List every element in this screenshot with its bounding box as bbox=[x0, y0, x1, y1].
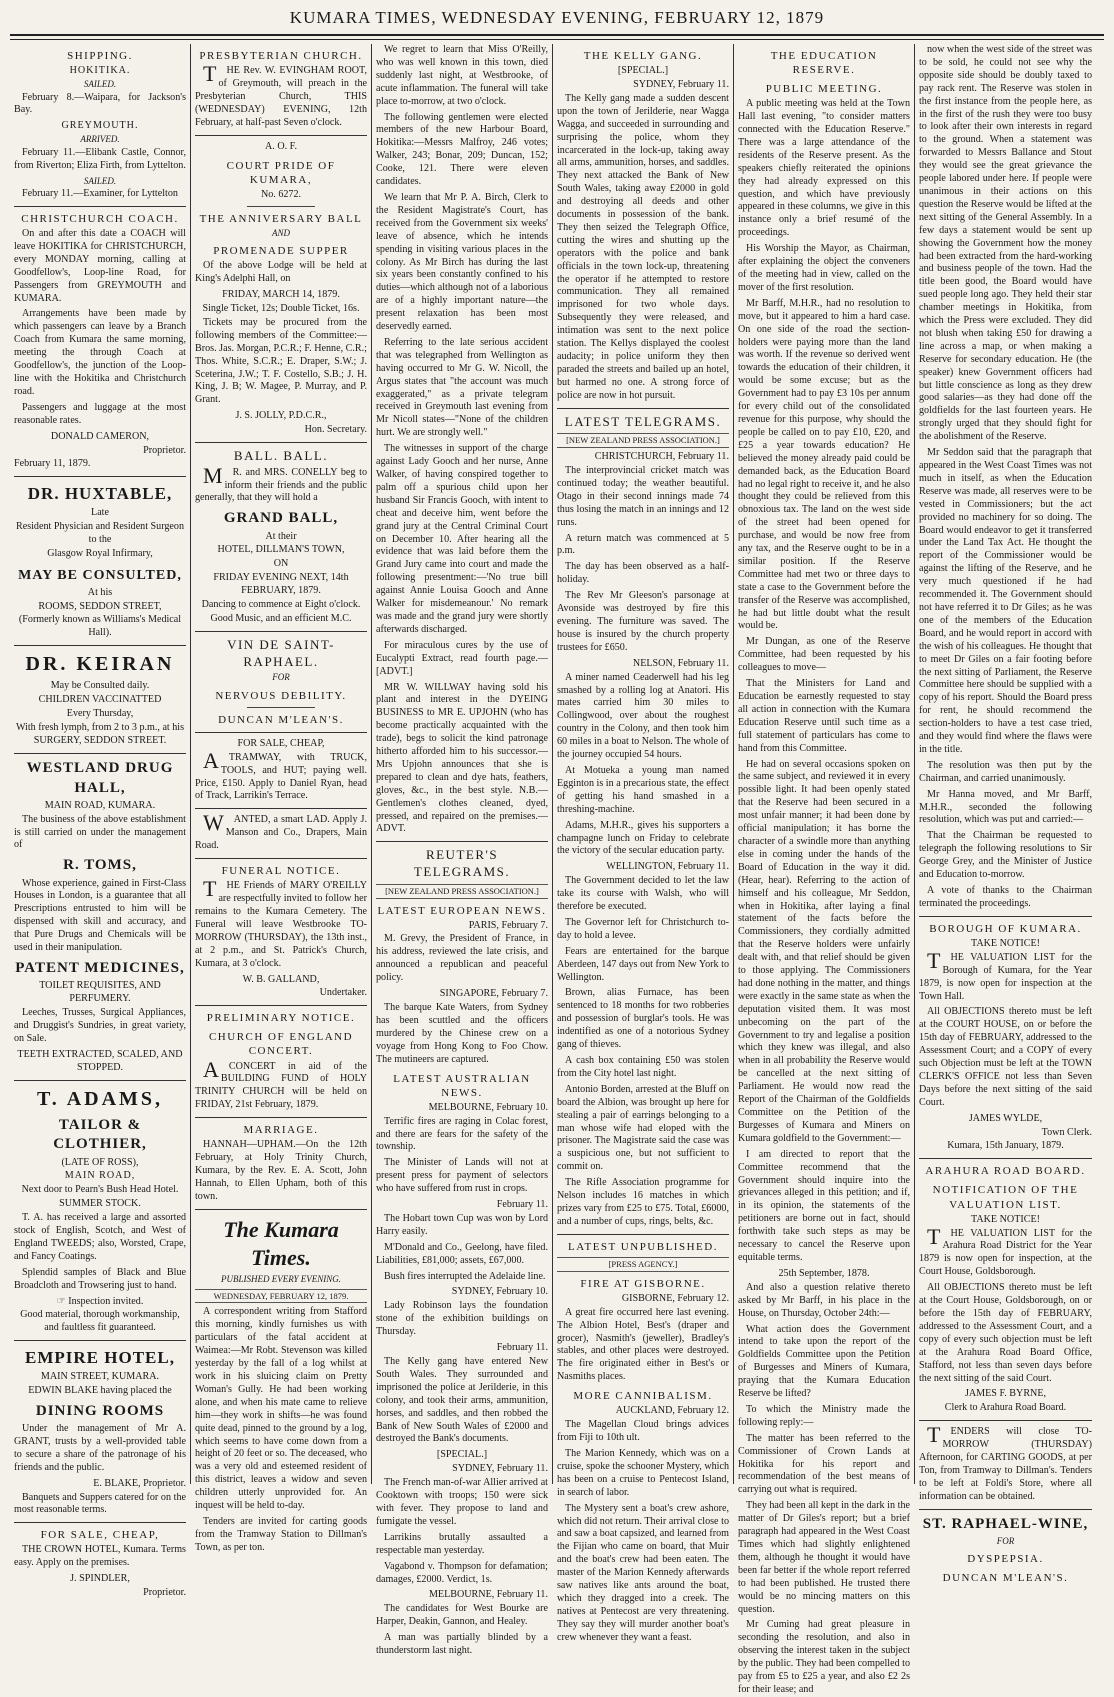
article-text: The Magellan Cloud brings advices from Fiji to 10th ult. bbox=[557, 1419, 729, 1444]
ad-line: Resident Physician and Resident Surgeon to the bbox=[15, 521, 185, 545]
agency-line: [NEW ZEALAND PRESS ASSOCIATION.] bbox=[557, 433, 729, 448]
ad-line: J. SPINDLER, bbox=[70, 1573, 130, 1585]
article-text: The candidates for West Bourke are Harper, Deakin, Gannon, and Healey. bbox=[376, 1603, 548, 1628]
ad-text: THE Rev. W. EVINGHAM ROOT, of Greymouth, will preach in the Presbyterian Church, THIS (WEDNESDAY) EVENING, 12th February, at half-past Seven o'clock. bbox=[195, 61, 367, 128]
shipping-entry: February 11.—Examiner, for Lyttelton bbox=[22, 188, 178, 200]
article-text: The Mystery sent a boat's crew ashore, which did not return. Their arrival close to and saw a boat capsized, and learned from the Fijian who came on board, that Muir and the boat's crew had been eaten. The master of the Marion Kennedy afterwards saw natives like ants around the boat, which they dragged into a creek. The natives at Pentecost are very threatening. They say they will murder another boat's crew whenever they want a feast. bbox=[557, 1502, 729, 1643]
take-notice: TAKE NOTICE! bbox=[971, 937, 1040, 949]
agency-line: [NEW ZEALAND PRESS ASSOCIATION.] bbox=[376, 884, 548, 899]
mclean-heading: DUNCAN M'LEAN'S. bbox=[218, 713, 344, 726]
raphael-wine-heading: ST. RAPHAEL-WINE, bbox=[922, 1515, 1089, 1532]
ad-line: (LATE OF ROSS), bbox=[61, 1156, 139, 1168]
article-text: The Kelly gang made a sudden descent upon the town of Jerilderie, near Wagga Wagga, and succeeded in surrounding and surprising the police, whom they incarcerated in the lock-up, taking away all arms, ammunition, horses, and saddles. They next attacked the Bank of New South Wales, taking away £2000 in gold and destroying all deeds and other documents in possession of the bank. They then seized the Telegraph Office, cutting the wires and shutting up the operators with the police and bank officials in the town lock-up, threatening the operator if he attempted to restore communication. They all remained imprisoned for two whole days. Subsequently they were released, and intimation was sent to the next police station. The Kellys displayed the coolest audacity; in police uniform they then paraded the streets and bailed up an hotel, but harmed no one. A strong force of police are now in hot pursuit. bbox=[557, 92, 729, 401]
article-text: What action does the Government intend to take upon the report of the Goldfields Committee upon the Petition of Burgesses and Miners of Kumara, praying that the Kumara Education Reserve be lifted? bbox=[738, 1323, 910, 1400]
shipping-entry: February 8.—Waipara, for Jackson's Bay. bbox=[14, 91, 186, 116]
ad-line: CHILDREN VACCINATTED bbox=[38, 693, 162, 705]
aof-heading: A. O. F. bbox=[264, 140, 297, 152]
divider bbox=[195, 1209, 367, 1210]
ad-line: Kumara, 15th January, 1879. bbox=[947, 1140, 1064, 1152]
tailor-heading: TAILOR & CLOTHIER, bbox=[53, 1117, 147, 1153]
empire-heading: EMPIRE HOTEL, bbox=[25, 1348, 175, 1368]
ad-text: Whose experience, gained in First-Class Houses in London, is a guarantee that all Prescriptions entrusted to him will be dispensed with skill and accuracy, and that Pure Drugs and Chemicals will be used in their manipulation. bbox=[14, 877, 186, 954]
aus-heading: LATEST AUSTRALIAN NEWS. bbox=[393, 1072, 531, 1099]
article-text: now when the west side of the street was to be sold, he could not see why the opposite side should be doubly taxed to pay rack rent. The Reserve was stolen in the first instance from the people here, as in the first of the rush they were too busy to look after their own interests in regard to the ground. When a statement was forwarded to Messrs Ballance and Stout they would see the great grievance the people labored under here. If people were unanimous in their actions on this question the Reserve would be lifted at the next sitting of the General Assembly. In a few days a statement would be sent up showing the Government how the money had been extracted from the hard-working and business people of the town. Had the title been good, the Board would have sued people long ago. They held their star chamber meetings in Hokitika, from which the Press were excluded. They did not blush when taking £50 for drawing a line across a map, or when making a Reserve for secondary education. He (the speaker) knew Government officers had but little conscience as long as they drew good salaries—as they had done off the goldfields for the last fourteen years. He strongly urged that they should fight for the abolishment of the Reserve. bbox=[919, 44, 1092, 443]
article-text: The Kelly gang have entered New South Wales. They surrounded and imprisoned the police at Jerilderie, in this colony, and took their arms, ammunition, horses, and saddles, and then robbed the Bank of New South Wales of £2000 and destroyed the Bank's documents. bbox=[376, 1356, 548, 1445]
ad-text: HANNAH—UPHAM.—On the 12th February, at Holy Trinity Church, Kumara, by the Rev. E. A. Scott, John Hannah, to Ellen Upham, both of this town. bbox=[195, 1139, 367, 1202]
ad-line: Inspection invited. bbox=[68, 1295, 144, 1307]
ad-line: AND bbox=[272, 227, 290, 238]
masthead-rule bbox=[10, 34, 1104, 40]
funeral-heading: FUNERAL NOTICE. bbox=[221, 865, 341, 878]
divider bbox=[919, 1420, 1092, 1421]
article-text: The Government decided to let the law take its course with Walsh, who will therefore be executed. bbox=[557, 875, 729, 913]
ad-line: DUNCAN M'LEAN'S. bbox=[942, 1572, 1069, 1585]
article-text: Vagabond v. Thompson for defamation; damages, £2000. Verdict, 1s. bbox=[376, 1560, 548, 1585]
ad-line: TOILET REQUISITES, AND PERFUMERY. bbox=[39, 980, 161, 1005]
ad-line: JAMES WYLDE, bbox=[968, 1112, 1043, 1124]
ad-text: THE CROWN HOTEL, Kumara. Terms easy. Apply on the premises. bbox=[14, 1544, 186, 1569]
divider bbox=[195, 1117, 367, 1118]
divider bbox=[14, 206, 186, 207]
special-label: [SPECIAL.] bbox=[436, 1449, 488, 1461]
fire-heading: FIRE AT GISBORNE. bbox=[580, 1277, 706, 1290]
article-text: The Hobart town Cup was won by Lord Harry easily. bbox=[376, 1212, 548, 1237]
article-text: They had been all kept in the dark in the matter of Dr Giles's report; but a brief paragraph had appeared in the West Coast Times which had slightly enlightened them, although he thought it would have been far better if the whole report referred to had been published. He trusted there would be no mincing matters on this question. bbox=[738, 1500, 910, 1615]
article-text: Fears are entertained for the barque Aberdeen, 147 days out from New York to Wellington. bbox=[557, 945, 729, 983]
ad-line: At their bbox=[265, 530, 297, 542]
ball-heading: THE ANNIVERSARY BALL bbox=[199, 212, 363, 225]
dateline: WEDNESDAY, FEBRUARY 12, 1879. bbox=[195, 1289, 367, 1304]
ad-line: NERVOUS DEBILITY. bbox=[215, 689, 347, 702]
ad-line: FRIDAY EVENING NEXT, 14th FEBRUARY, 1879. bbox=[213, 572, 349, 597]
article-text: Mr Barff, M.H.R., had no resolution to move, but it appeared to him a hard case. On one side of the road the section-holders were paying more than the land was worth. If the revenue so derived went towards the education of their children, it would be some excuse; but as the Government had to pay £3 10s per annum for every child out of the consolidated revenue for this purpose, why should the people be called on to pay £10, £20, and £25 a year towards education? He believed the money already paid could be demanded back, as the Education Board had no legal right to receive it, and he also thought they could be relieved from this obnoxious tax. The land on the west side of the street had been opened for purchase, and would be now free from any tax, and the Reserve ought to be in a similar position. If the Reserve Committee had met two or three days to state a case to the Government before the transfer of the Reserve was accomplished, he had but little doubt what the result would be. bbox=[738, 297, 910, 632]
ad-text: MR. and MRS. CONELLY beg to inform their friends and the public generally, that they will hold a bbox=[195, 462, 367, 504]
ad-text: THE Friends of MARY O'REILLY are respectfully invited to follow her remains to the Kumara Cemetery. The Funeral will leave Westbrooke TO-MORROW (THURSDAY), the 13th inst., at 2 p.m., and St. Patrick's Church, Kumara, at 3 o'clock. bbox=[195, 876, 367, 969]
divider bbox=[14, 1340, 186, 1341]
divider bbox=[247, 707, 316, 708]
supper-heading: PROMENADE SUPPER bbox=[213, 245, 349, 258]
article-text: MR W. WILLWAY having sold his plant and interest in the DYEING BUSINESS to MR E. UPJOHN (who has become practically acquainted with the trade), begs to solicit the kind patronage hitherto afforded him to his successor.—Mrs Upjohn announces that she is prepared to clean and dye hats, feathers, gloves, &c., in the best style. N.B.—Gentlemen's clothes cleaned, dyed, pressed, and repaired on the premises.—ADVT. bbox=[376, 681, 548, 835]
special-label: [SPECIAL.] bbox=[617, 65, 669, 77]
article-text: The Minister of Lands will not at present press for payment of selectors who have suffered from rust in crops. bbox=[376, 1157, 548, 1195]
divider bbox=[557, 1234, 729, 1235]
shipping-heading: SHIPPING. bbox=[67, 50, 133, 62]
dining-heading: DINING ROOMS bbox=[35, 1402, 165, 1419]
sailed-label: SAILED. bbox=[83, 78, 117, 89]
column-2 bbox=[191, 44, 372, 1553]
article-text: Mr Dungan, as one of the Reserve Committee, had been requested by his colleagues to move— bbox=[738, 636, 910, 674]
borough-heading: BOROUGH OF KUMARA. bbox=[929, 922, 1082, 935]
ad-text: Splendid samples of Black and Blue Broadcloth and Trowsering just to hand. bbox=[14, 1266, 186, 1291]
article-text: That the Ministers for Land and Education be earnestly requested to stay all action in connection with the Kumara Education Reserve until such time as a full statement of particulars has come to hand from this Committee. bbox=[738, 678, 910, 754]
notification-heading: NOTIFICATION OF THE VALUATION LIST. bbox=[932, 1184, 1079, 1211]
ad-line: ROOMS, SEDDON STREET, bbox=[38, 600, 162, 612]
ad-line: Hon. Secretary. bbox=[304, 424, 367, 436]
columns bbox=[10, 44, 1104, 1695]
ad-line: DYSPEPSIA. bbox=[967, 1553, 1044, 1566]
divider bbox=[195, 1005, 367, 1006]
ad-line: Good material, thorough workmanship, and faultless fit guaranteed. bbox=[20, 1309, 180, 1334]
kelly-heading: THE KELLY GANG. bbox=[583, 50, 703, 62]
ad-line bbox=[14, 1296, 186, 1309]
article-text: The barque Kate Waters, from Sydney has been scuttled and the officers murdered by the Chinese crew on a voyage from Hong Kong to Foo Chow. The mutineers are captured. bbox=[376, 1002, 548, 1065]
ad-text: Banquets and Suppers catered for on the most reasonable terms. bbox=[14, 1491, 186, 1516]
article-text: Adams, M.H.R., gives his supporters a champagne lunch on Friday to celebrate the victory of the secular education party. bbox=[557, 819, 729, 857]
article-text: A great fire occurred here last evening. The Albion Hotel, Best's (draper and grocer), Nasmith's (jeweller), Bradley's stables, and other places were destroyed. The fire originated either in Best's or Nasmiths places. bbox=[557, 1306, 729, 1383]
ad-line: E. BLAKE, Proprietor. bbox=[93, 1477, 186, 1489]
coach-text: On and after this date a COACH will leave HOKITIKA for CHRISTCHURCH, every MONDAY morning, calling at Goodfellow's, Loop-line Road, for Passengers from GREYMOUTH and KUMARA. bbox=[14, 228, 186, 304]
dateline: WELLINGTON, February 11. bbox=[606, 861, 729, 873]
article-text: Brown, alias Furnace, has been sentenced to 18 months for two robberies and possession of burglar's tools. He was indentified as one of a notorious Sydney gang of thieves. bbox=[557, 987, 729, 1051]
article-text: The following gentlemen were elected members of the new Harbour Board, Hokitika:—Messrs Malfroy, 246 votes; Walker, 243; Bonar, 209; Duncan, 152; Cooke, 121. There were eleven candidates. bbox=[376, 111, 548, 188]
column-1 bbox=[10, 44, 191, 1599]
article-text: Referring to the late serious accident that was telegraphed from Wellington as having occurred to Mr G. W. Nicoll, the Argus states that "the account was much exaggerated," as a private telegram received in Greymouth last evening from Mr Nicoll states—"None of the children hurt. We are strongly well." bbox=[376, 336, 548, 439]
dateline: MELBOURNE, February 10. bbox=[428, 1101, 548, 1113]
euro-heading: LATEST EUROPEAN NEWS. bbox=[377, 904, 547, 917]
dateline: SINGAPORE, February 7. bbox=[439, 988, 548, 1000]
divider bbox=[247, 206, 316, 207]
article-text: Bush fires interrupted the Adelaide line. bbox=[384, 1270, 546, 1282]
divider bbox=[14, 645, 186, 646]
article-text: The resolution was then put by the Chairman, and carried unanimously. bbox=[919, 759, 1092, 784]
article-text: He had on several occasions spoken on the same subject, and reviewed it in every possible light. It had been openly stated that the Reserve had been secured in a most unfair manner; it had been done by official manipulation; it has borne the character of a swindle more than anything else in coming under the hands of the Board of Education in the way it did. (Hear, hear). Referring to the action of himself and his colleague, Mr Seddon, when in Hokitika, after laying a final statement of the facts before the Commissioners, they cordially admitted that the Reserve holders were unfairly dealt with, and that relief should be given to those applying. The Commissioners had done nothing in the matter, and things were exactly in the same state as when the deputation visited them. It was most unbecoming on the part of the Government to try and legalise a position which they knew was illegal, and also when in all probability the Reserve would be cancelled at the next sitting of Parliament. He would now read the Report of the Chairman of the Goldfields Committee on the Petition of the Burgesses of Kumara and Miners on Kumara goldfield to the Government:— bbox=[738, 758, 910, 1144]
ball-ball-heading: BALL. BALL. bbox=[233, 448, 329, 464]
divider bbox=[919, 916, 1092, 917]
divider bbox=[919, 1158, 1092, 1159]
article-text: Lady Robinson lays the foundation stone of the exhibition buildings on Thursday. bbox=[376, 1300, 548, 1338]
article-text: Tenders are invited for carting goods from the Tramway Station to Dillman's Town, as per ton. bbox=[195, 1515, 367, 1553]
ad-line: (Formerly known as Williams's Medical Hall). bbox=[18, 614, 182, 639]
dateline: February 11. bbox=[496, 1342, 548, 1354]
column-5 bbox=[734, 44, 915, 1695]
ad-text: All OBJECTIONS thereto must be left at the Court House, Goldsborough, on or before the 15th day of FEBRUARY, addressed to the Assessment Court, and a copy of every such objection must be left at the Arahura Road Board Office, Stafford, not less than seven days before the next sitting of the said Court. bbox=[919, 1282, 1092, 1384]
westland-heading: WESTLAND DRUG HALL, bbox=[26, 760, 174, 796]
column-6 bbox=[915, 44, 1096, 1585]
article-text: That the Chairman be requested to telegraph the following resolutions to Sir George Grey, and the Minister of Justice and Education to-morrow. bbox=[919, 830, 1092, 881]
divider bbox=[14, 1522, 186, 1523]
article-text: A vote of thanks to the Chairman terminated the proceedings. bbox=[919, 885, 1092, 909]
ad-text: Tickets may be procured from the following members of the Committee:—Bros. Jas. Morgan, P.C.R.; F. Henne, C.R.; Thos. White, S.C.R.; E. Draper, S.W.; J. Sceterina, J.W.; T. F. Costello, S.B.; J. H. King, J. B; W. Magee, P. Murray, and P. Grant. bbox=[195, 316, 367, 406]
sailed-label: SAILED. bbox=[83, 175, 117, 186]
article-text: Terrific fires are raging in Colac forest, and there are fears for the safety of the township. bbox=[376, 1115, 548, 1153]
ad-text: Leeches, Trusses, Surgical Appliances, and Druggist's Sundries, in great variety, on Sale. bbox=[14, 1007, 186, 1044]
ad-text: THE VALUATION LIST for the Borough of Kumara, for the Year 1879, is now open for inspection at the Town Hall. bbox=[919, 947, 1092, 1002]
article-text: The Marion Kennedy, which was on a cruise, spoke the schooner Mystery, which has been on a cruise to Pentecost Island, in search of labor. bbox=[557, 1447, 729, 1498]
divider bbox=[195, 631, 367, 632]
ad-text: TENDERS will close TO-MORROW (THURSDAY) Afternoon, for CARTING GOODS, at per Ton, from Tramway to Dillman's. Tenders to be left at Foldi's Store, where all information can be obtained. bbox=[919, 1422, 1092, 1502]
toms-heading: R. TOMS, bbox=[63, 857, 137, 874]
education-heading: THE EDUCATION RESERVE. bbox=[770, 50, 878, 77]
article-text: The matter has been referred to the Commissioner of Crown Lands at Hokitika for his report and recommendation of the best means of carrying out what is required. bbox=[738, 1432, 910, 1496]
coach-text: Arrangements have been made by which passengers can leave by a Branch Coach from Kumara the same morning, meeting the through Coach at Goodfellow's, the junction of the Loop-line with the Hokitika and Christchurch road. bbox=[14, 308, 186, 397]
ad-line: Clerk to Arahura Road Board. bbox=[944, 1402, 1067, 1414]
ad-line: Late bbox=[91, 507, 109, 519]
huxtable-heading: DR. HUXTABLE, bbox=[27, 484, 173, 504]
article-text: We regret to learn that Miss O'Reilly, who was well known in this town, died suddenly last night, at Westbrooke, of acute inflammation. The funeral will take place to-morrow, at two o'clock. bbox=[376, 44, 548, 107]
article-text: And also a question relative thereto asked by Mr Barff, in his place in the House, on Thursday, October 24th:— bbox=[738, 1281, 910, 1319]
divider bbox=[195, 858, 367, 859]
take-notice: TAKE NOTICE! bbox=[971, 1213, 1040, 1225]
dateline: GISBORNE, February 12. bbox=[621, 1292, 729, 1304]
unpublished-heading: LATEST UNPUBLISHED. bbox=[568, 1240, 718, 1253]
ad-text: The business of the above establishment is still carried on under the management of bbox=[14, 813, 186, 851]
crown-heading: FOR SALE, CHEAP, bbox=[40, 1529, 160, 1542]
ad-line: MAIN STREET, KUMARA. bbox=[40, 1371, 160, 1383]
article-text: A public meeting was held at the Town Hall last evening, "to consider matters connected with the Education Reserve." There was a large attendance of the residents of the Reserve present. As the speakers chiefly reiterated the opinions they had already expressed on this question, and which have previously appeared in these columns, we give in this instance only a brief resumé of the proceedings. bbox=[738, 98, 910, 239]
article-text: The Rev Mr Gleeson's parsonage at Avonside was destroyed by fire this evening. The furniture was saved. The house is insured by the church property trustees for £650. bbox=[557, 590, 729, 653]
column-3 bbox=[372, 44, 553, 1657]
article-text: I am directed to report that the Committee recommend that the Government should inquire into the grievances alleged in this petition; and if, in its opinion, the statements of the petitioners are borne out in fact, should forthwith take such steps as may be necessary to cancel the Reserve upon equitable terms. bbox=[738, 1148, 910, 1263]
article-date: 25th September, 1878. bbox=[778, 1267, 870, 1279]
ad-line: Undertaker. bbox=[319, 987, 367, 999]
divider bbox=[195, 442, 367, 443]
divider bbox=[14, 476, 186, 477]
dateline: SYDNEY, February 11. bbox=[633, 78, 729, 90]
ad-line: MAIN ROAD, bbox=[64, 1170, 136, 1182]
coach-date: February 11, 1879. bbox=[14, 458, 91, 470]
article-text: M'Donald and Co., Geelong, have filed. Liabilities, £81,000; assets, £67,000. bbox=[376, 1241, 548, 1266]
ad-line: SUMMER STOCK. bbox=[59, 1198, 141, 1210]
ad-line: W. B. GALLAND, bbox=[242, 973, 320, 985]
ad-line: Glasgow Royal Infirmary, bbox=[47, 547, 153, 559]
article-text: Mr Hanna moved, and Mr Barff, M.H.R., seconded the following resolution, which was put and carried:— bbox=[919, 788, 1092, 826]
grand-ball-heading: GRAND BALL, bbox=[223, 510, 339, 527]
ad-line: Good Music, and an efficient M.C. bbox=[210, 613, 352, 624]
arahura-heading: ARAHURA ROAD BOARD. bbox=[925, 1165, 1086, 1178]
divider bbox=[919, 1509, 1092, 1510]
ad-line: No. 6272. bbox=[260, 188, 302, 200]
ad-line: HOTEL, DILLMAN'S TOWN, bbox=[217, 544, 345, 556]
dateline: NELSON, February 11. bbox=[632, 657, 729, 669]
patent-heading: PATENT MEDICINES, bbox=[15, 960, 185, 977]
article-text: The interprovincial cricket match was continued today; the weather beautiful. Otago in their second innings made 74 thus losing the match in an innings and 12 runs. bbox=[557, 465, 729, 528]
ad-line: MAY BE CONSULTED, bbox=[18, 567, 182, 583]
marriage-heading: MARRIAGE. bbox=[243, 1124, 319, 1137]
ad-line: Single Ticket, 12s; Double Ticket, 16s. bbox=[202, 302, 360, 314]
dateline: CHRISTCHURCH, February 11. bbox=[594, 451, 729, 463]
greymouth-heading: GREYMOUTH. bbox=[61, 120, 139, 132]
divider bbox=[195, 135, 367, 136]
article-text: M. Grevy, the President of France, in his address, reviewed the late crisis, and announced a republican and peaceful policy. bbox=[376, 933, 548, 984]
coach-heading: CHRISTCHURCH COACH. bbox=[21, 212, 179, 225]
latest-telegrams-heading: LATEST TELEGRAMS. bbox=[564, 413, 722, 429]
pointing-hand-icon: ☞ bbox=[56, 1295, 69, 1307]
masthead: KUMARA TIMES, WEDNESDAY EVENING, FEBRUARY 12, 1879 bbox=[289, 8, 825, 27]
ad-line: May be Consulted daily. bbox=[50, 679, 150, 691]
ad-text: Of the above Lodge will be held at King's Adelphi Hall, on bbox=[195, 260, 367, 285]
tramway-heading: FOR SALE, CHEAP, bbox=[237, 737, 325, 749]
divider bbox=[14, 753, 186, 754]
vin-heading: VIN DE SAINT-RAPHAEL. bbox=[227, 636, 335, 669]
ad-text: ATRAMWAY, with TRUCK, TOOLS, and HUT; paying well. Price, £150. Apply to Daniel Ryan, head of Track, Larrikin's Terrace. bbox=[195, 747, 367, 802]
article-text: The day has been observed as a half-holiday. bbox=[557, 561, 729, 586]
ad-line: Every Thursday, bbox=[66, 707, 134, 719]
ad-line: SURGERY, SEDDON STREET. bbox=[33, 735, 167, 747]
keiran-heading: DR. KEIRAN bbox=[25, 653, 175, 676]
coach-text: Passengers and luggage at the most reasonable rates. bbox=[14, 401, 186, 426]
ad-line: MAIN ROAD, KUMARA. bbox=[44, 799, 156, 811]
article-text: For miraculous cures by the use of Eucalypti Extract, read fourth page.—[ADVT.] bbox=[376, 639, 548, 677]
coach-signature: DONALD CAMERON, bbox=[50, 430, 150, 442]
divider bbox=[195, 808, 367, 809]
dateline: SYDNEY, February 10. bbox=[451, 1286, 548, 1298]
ad-text: T. A. has received a large and assorted stock of English, Scotch, and West of England TWEEDS; also, Worsted, Crape, and Fancy Coatings. bbox=[14, 1212, 186, 1262]
ad-line: Next door to Pearn's Bush Head Hotel. bbox=[21, 1184, 179, 1196]
hokitika-heading: HOKITIKA. bbox=[69, 65, 131, 77]
article-text: At Motueka a young man named Egginton is in a precarious state, the effect of getting his hand smashed in a threshing-machine. bbox=[557, 764, 729, 815]
ad-line: J. S. JOLLY, P.D.C.R., bbox=[235, 410, 327, 422]
article-text: Larrikins brutally assaulted a respectable man yesterday. bbox=[376, 1531, 548, 1556]
ad-line: FOR bbox=[272, 672, 290, 683]
article-text: A return match was commenced at 5 p.m. bbox=[557, 532, 729, 557]
church-heading: CHURCH OF ENGLAND CONCERT. bbox=[208, 1031, 354, 1058]
coach-signature-title: Proprietor. bbox=[143, 444, 186, 456]
divider bbox=[14, 1080, 186, 1081]
dateline: PARIS, February 7. bbox=[468, 919, 548, 931]
dateline: February 11. bbox=[496, 1199, 548, 1211]
reuter-heading: REUTER'S TELEGRAMS. bbox=[413, 847, 511, 879]
ad-line: Town Clerk. bbox=[1041, 1126, 1092, 1138]
ad-line: TEETH EXTRACTED, SCALED, AND STOPPED. bbox=[17, 1048, 183, 1073]
divider bbox=[557, 408, 729, 409]
shipping-entry: February 11.—Elibank Castle, Connor, from Riverton; Eliza Firth, from Lyttelton. bbox=[14, 146, 186, 171]
agency-line: [PRESS AGENCY.] bbox=[557, 1257, 729, 1272]
cannibalism-heading: MORE CANNIBALISM. bbox=[573, 1390, 713, 1403]
adams-heading: T. ADAMS, bbox=[36, 1087, 164, 1110]
ad-line: EDWIN BLAKE having placed the bbox=[28, 1384, 172, 1396]
article-text: A cash box containing £50 was stolen from the City hotel last night. bbox=[557, 1055, 729, 1079]
article-text: Mr Cuming had great pleasure in seconding the resolution, and also in observing the interest taken in the subject by the public. They had been compelled to pay from £5 to £25 a year, and also £2 2s for their lease; and bbox=[738, 1619, 910, 1695]
court-heading: COURT PRIDE OF KUMARA, bbox=[226, 159, 336, 186]
ad-line: With fresh lymph, from 2 to 3 p.m., at his bbox=[15, 721, 185, 733]
ad-line: PUBLISHED EVERY EVENING. bbox=[220, 1274, 342, 1285]
presbyterian-heading: PRESBYTERIAN CHURCH. bbox=[199, 50, 363, 62]
article-text: To which the Ministry made the following reply:— bbox=[738, 1403, 910, 1428]
ad-line: At his bbox=[87, 586, 113, 598]
dateline: AUCKLAND, February 12. bbox=[615, 1405, 729, 1417]
article-text: Mr Seddon said that the paragraph that appeared in the West Coast Times was not much in itself, as when the Education Reserve was made, all reserves were to be vested in Commissioners; but the act provided no machinery for so doing. The Board would endeavor to get it transferred under the Land Tax Act. He thought the report of the Commissioner would be against the lifting of the Reserve, and he very much questioned if he had recommended it. The Government should not have referred it to Dr Giles; as he was one of the members of the Education Board, and he would report in accord with the wish of his colleagues. He thought that to meet Dr Giles on a fair footing before the next sitting of Parliament, the Reserve Committee here should be supplied with a copy of his report. Should the Board press for rent, he should recommend the section-holders to have a test case tried, and they would find where the flaws were in the title. bbox=[919, 447, 1092, 755]
divider bbox=[376, 841, 548, 842]
column-4 bbox=[553, 44, 734, 1643]
ad-line: FOR bbox=[996, 1535, 1015, 1546]
article-text: Antonio Borden, arrested at the Bluff on board the Albion, was brought up here for stealing a pair of earrings belonging to a man whose wife had eloped with the prisoner. The Magistrate said the case was a suspicious one, but not sufficient to commit on. bbox=[557, 1083, 729, 1173]
ad-line: JAMES F. BYRNE, bbox=[964, 1388, 1047, 1400]
ad-line: ON bbox=[273, 558, 289, 570]
article-text: A miner named Ceaderwell had his leg smashed by a rolling log at Anatori. His mates carried him 30 miles to Collingwood, over about the roughest country in the Colony, and then took him 60 miles in a boat to Nelson. The whole of the journey occupied 54 hours. bbox=[557, 671, 729, 761]
divider bbox=[195, 732, 367, 733]
arrived-label: ARRIVED. bbox=[80, 134, 120, 145]
ad-text: Under the management of Mr A. GRANT, trusts by a well-provided table to secure a share of the patronage of his friends and the public. bbox=[14, 1423, 186, 1473]
article-text: The witnesses in support of the charge against Lady Gooch and her nurse, Anne Walker, of having conspired together to palm off a spurious child upon her husband Sir Francis Gooch, with intent to cheat and deceive him, went before the grand jury at the Central Criminal Court on December 10. After hearing all the evidence that was laid before them the Grand Jury came into court and made the following presentment:—'No true bill against Annie Louisa Gooch and Anne Walker for misdemeanour.' No remark was made and the grand jury were shortly afterwards discharged. bbox=[376, 443, 548, 635]
ad-text: ACONCERT in aid of the BUILDING FUND of HOLY TRINITY CHURCH will be held on FRIDAY, 21st February, 1879. bbox=[195, 1056, 367, 1111]
public-meeting-heading: PUBLIC MEETING. bbox=[765, 83, 883, 96]
article-text: The Rifle Association programme for Nelson includes 16 matches in which prizes vary from £25 to £75. Total, £6000, and a number of cups, rings, belts, &c. bbox=[557, 1177, 729, 1227]
ad-text: All OBJECTIONS thereto must be left at the COURT HOUSE, on or before the 15th day of FEBRUARY, addressed to the Assessment Court; and a COPY of every such Objection must be left at the TOWN CLERK'S OFFICE not less than Seven Days before the next sitting of the said Court. bbox=[919, 1006, 1092, 1108]
ad-line: Proprietor. bbox=[143, 1587, 186, 1599]
dateline: MELBOURNE, February 11. bbox=[428, 1589, 548, 1601]
article-text: The French man-of-war Allier arrived at Cooktown with troops; 150 were sick with fever. They propose to land and fumigate the vessel. bbox=[376, 1477, 548, 1527]
kumara-times-title: The Kumara Times. bbox=[223, 1216, 339, 1270]
dateline: SYDNEY, February 11. bbox=[452, 1463, 548, 1475]
prelim-heading: PRELIMINARY NOTICE. bbox=[206, 1012, 356, 1025]
article-text: A man was partially blinded by a thunderstorm last night. bbox=[376, 1632, 548, 1657]
article-text: The Governor left for Christchurch to-day to hold a levee. bbox=[557, 916, 729, 941]
ad-text: THE VALUATION LIST for the Arahura Road District for the Year 1879 is now open for inspection, at the Court House, Goldsborough. bbox=[919, 1223, 1092, 1278]
article-text: A correspondent writing from Stafford this morning, kindly furnishes us with particulars of the fatal accident at Waimea:—Mr Robt. Stevenson was killed yesterday by the fall of a log whilst at work in his sluicing claim on Pretty Woman's Gully. He had been working alone, and when his mate came to relieve him—they work in shifts—he was found quite dead, pinned to the ground by a log, which seems to have come down from a height of 20 feet or so. The deceased, who was a very old and esteemed resident of this district, leaves a widow and seven children utterly unprovided for. An inquest will be held to-day. bbox=[195, 1306, 367, 1512]
ad-text: WANTED, a smart LAD. Apply J. Manson and Co., Drapers, Main Road. bbox=[195, 810, 367, 852]
article-text: His Worship the Mayor, as Chairman, after explaining the object the conveners of the meeting had in view, called on the mover of the first resolution. bbox=[738, 243, 910, 293]
ad-line: FRIDAY, MARCH 14, 1879. bbox=[222, 289, 340, 301]
ad-line: Dancing to commence at Eight o'clock. bbox=[201, 599, 361, 611]
article-text: We learn that Mr P. A. Birch, Clerk to the Resident Magistrate's Court, has received from the Government six weeks' leave of absence, which he intends spending in visiting various places in the colony. As Mr Birch has during the last six years been constantly confined to his duties—which although not of a laborious are of a highly important nature—the present relaxation has been most deservedly earned. bbox=[376, 191, 548, 333]
